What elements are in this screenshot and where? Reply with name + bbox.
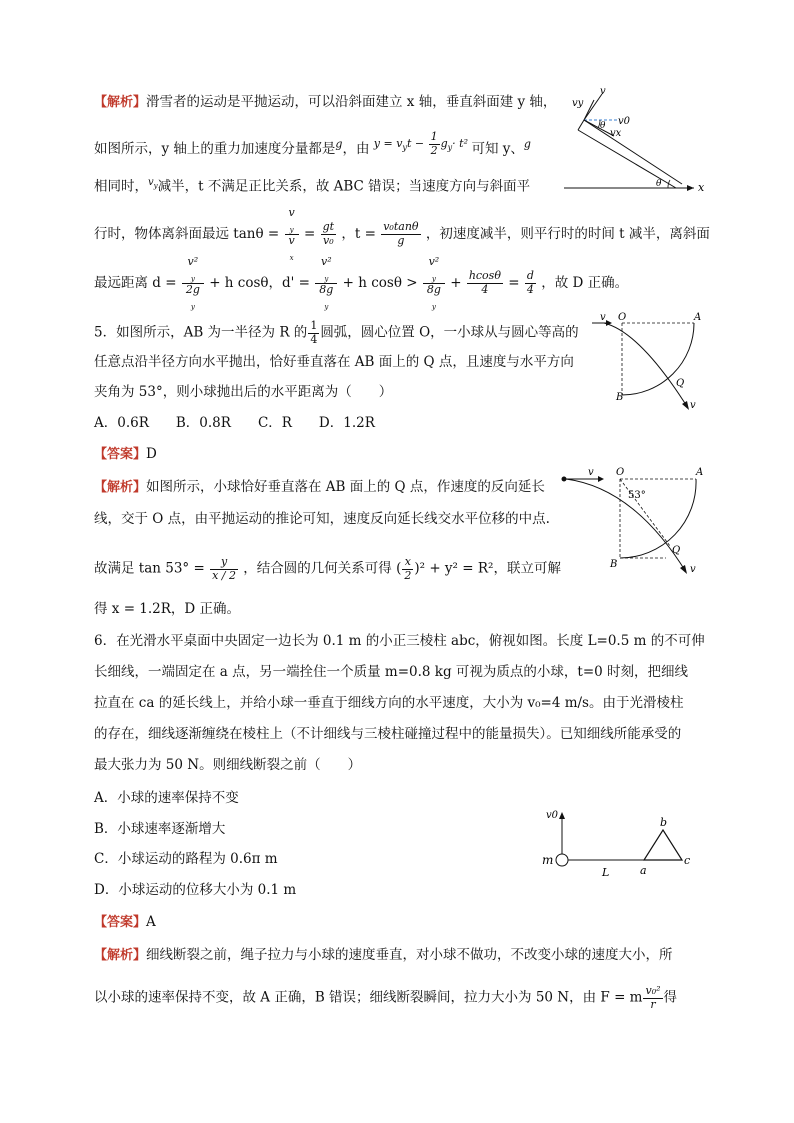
analysis-tag: 【解析】 — [94, 948, 147, 963]
q5-analysis-3: 故满足 tan 53° = $\frac{y}{x / 2}$ ，结合圆的几何关系可得 ( $\frac{x}{2}$ )² + y² = R²，联立可解 — [94, 555, 561, 582]
prism-figure — [538, 806, 698, 882]
q6-answer-line: 【答案】A — [94, 914, 156, 930]
svg-text:v: v — [600, 86, 606, 97]
q5-analysis-2: 线，交于 O 点，由平抛运动的推论可知，速度反向延长线交水平位移的中点. — [94, 511, 550, 527]
p4-eq-y: y = vyt − 1 2 gy· t² — [373, 130, 468, 157]
svg-text:vy: vy — [572, 98, 584, 109]
answer-tag: 【答案】 — [94, 915, 147, 930]
q6-analysis-1: 【解析】细线断裂之前，绳子拉力与小球的速度垂直，对小球不做功，不改变小球的速度大小，所 — [94, 947, 673, 963]
ball — [556, 854, 568, 866]
q5-answer-line: 【答案】D — [94, 446, 157, 462]
analysis-tag: 【解析】 — [94, 95, 147, 110]
svg-text:B: B — [610, 559, 618, 570]
q6-option-b: B．小球速率逐渐增大 — [94, 821, 226, 837]
quarter-arc-figure-2 — [554, 466, 714, 578]
svg-text:x: x — [698, 181, 705, 192]
svg-text:O: O — [618, 312, 627, 323]
svg-text:53°: 53° — [628, 490, 646, 501]
svg-text:v: v — [690, 400, 696, 411]
p4-line-3: 相同时，$^{v_y}$减半，t 不满足正比关系，故 ABC 错误；当速度方向与斜面平 — [94, 177, 531, 195]
q5-line-3: 夹角为 53°，则小球抛出后的水平距离为（ ） — [94, 384, 393, 400]
p4-line-5: 最远距离 d = v² $_y$ 2g $_y$ + h cosθ，d' = v² $_y$ 8g $_y$ + h cosθ > v² $_y$ 8g $_y$ + $\frac{hcos\theta}{4}$ = $\frac{d}{4}$ ，故 D 正确。 — [94, 255, 629, 311]
svg-text:B: B — [616, 392, 624, 403]
q5-analysis-1: 【解析】如图所示，小球恰好垂直落在 AB 面上的 Q 点，作速度的反向延长 — [94, 479, 545, 495]
p4-line-4: 行时，物体离斜面最远 tanθ = v $_y$ v $_x$ = $\frac{gt}{\text{v₀}}$ ，t = $\frac{\text{v₀tanθ}}{g}$ ，初速度减半，则平行时的时间 t 减半，离斜面 — [94, 206, 710, 262]
q6-option-a: A．小球的速率保持不变 — [94, 790, 239, 806]
slope-upper — [584, 120, 682, 184]
v-arrow — [584, 94, 602, 120]
q6-option-d: D．小球运动的位移大小为 0.1 m — [94, 882, 297, 898]
analysis-tag: 【解析】 — [94, 480, 147, 495]
svg-text:v: v — [690, 564, 696, 575]
p4-line-2: 如图所示，y 轴上的重力加速度分量都是$^g$，由 $^{y = v_yt - \frac{1}{2} g_y\cdot t^2}$ 可知 y、$^g$ — [94, 130, 531, 158]
svg-text:v: v — [600, 312, 606, 323]
svg-text:A: A — [696, 467, 704, 478]
q6-line-5: 最大张力为 50 N。则细线断裂之前（ ） — [94, 757, 362, 773]
q5-line-2: 任意点沿半径方向水平抛出，恰好垂直落在 AB 面上的 Q 点，且速度与水平方向 — [94, 354, 574, 370]
q6-line-4: 的存在，细线逐渐缠绕在棱柱上（不计细线与三棱柱碰撞过程中的能量损失）。已知细线所能承受的 — [94, 726, 682, 742]
q6-line-2: 长细线，一端固定在 a 点，另一端拴住一个质量 m=0.8 kg 可视为质点的小球，t=0 时刻，把细线 — [94, 664, 689, 680]
p4-line-1: 【解析】滑雪者的运动是平抛运动，可以沿斜面建立 x 轴，垂直斜面建 y 轴， — [94, 94, 557, 110]
slope-figure — [560, 80, 710, 192]
svg-text:A: A — [694, 312, 702, 323]
svg-text:v: v — [588, 467, 594, 478]
quarter-arc-figure-1 — [590, 312, 710, 412]
svg-text:m: m — [542, 853, 554, 867]
svg-text:θ: θ — [656, 179, 662, 189]
svg-text:L: L — [602, 866, 610, 879]
svg-text:Q: Q — [676, 378, 685, 389]
svg-text:c: c — [684, 854, 691, 867]
svg-text:v0: v0 — [546, 810, 559, 821]
svg-text:vx: vx — [610, 128, 622, 139]
svg-text:θ: θ — [600, 121, 606, 131]
q5-options: A．0.6R B．0.8R C．R D．1.2R — [94, 415, 375, 431]
svg-text:a: a — [640, 864, 647, 877]
answer-tag: 【答案】 — [94, 447, 147, 462]
q5-line-1: 5．如图所示，AB 为一半径为 R 的 $\frac{1}{4}$ 圆弧，圆心位置 O，一小球从与圆心等高的 — [94, 319, 579, 346]
triangle-abc — [644, 830, 682, 860]
q6-option-c: C．小球运动的路程为 0.6π m — [94, 851, 278, 867]
svg-text:v0: v0 — [618, 116, 631, 127]
svg-text:O: O — [616, 467, 625, 478]
svg-text:b: b — [660, 816, 668, 829]
q6-line-3: 拉直在 ca 的延长线上，并给小球一垂直于细线方向的水平速度，大小为 v₀=4 m/s。由于光滑棱柱 — [94, 695, 684, 711]
svg-text:Q: Q — [672, 545, 681, 556]
q6-analysis-2: 以小球的速率保持不变，故 A 正确，B 错误；细线断裂瞬间，拉力大小为 50 N，由 F = m $\frac{\text{v₀²}}{r}$ 得 — [94, 984, 678, 1011]
q5-analysis-4: 得 x = 1.2R，D 正确。 — [94, 601, 241, 617]
q6-line-1: 6．在光滑水平桌面中央固定一边长为 0.1 m 的小正三棱柱 abc，俯视如图。长度 L=0.5 m 的不可伸 — [94, 633, 705, 649]
